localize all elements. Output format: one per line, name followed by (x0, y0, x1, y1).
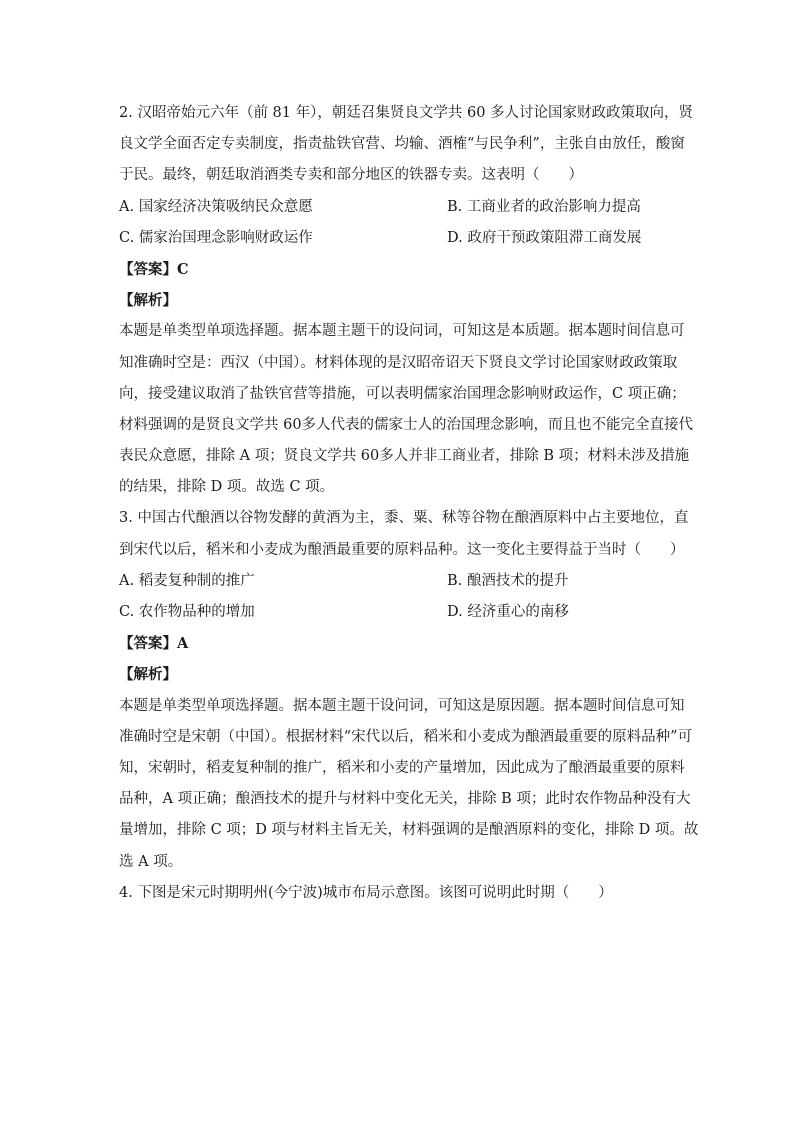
q3-analysis-line-6: 选 A 项。 (119, 853, 183, 870)
q3-analysis-line-5: 量增加，排除 C 项；D 项与材料主旨无关，材料强调的是酿酒原料的变化，排除 D 项。故 (119, 822, 699, 839)
q2-analysis-line-5: 表民众意愿，排除 A 项；贤良文学共 60多人并非工商业者，排除 B 项；材料未涉及措施 (119, 448, 690, 465)
q2-analysis-line-6: 的结果，排除 D 项。故选 C 项。 (119, 479, 335, 496)
document-page (119, 98, 699, 909)
q2-options-row-1 (119, 192, 675, 223)
q3-analysis-line-1: 本题是单类型单项选择题。据本题主题干设问词，可知这是原因题。据本题时间信息可知 (119, 697, 685, 714)
q2-analysis-line-3: 向，接受建议取消了盐铁官营等措施，可以表明儒家治国理念影响财政运作，C 项正确； (119, 385, 686, 402)
q2-stem-line-1: 2. 汉昭帝始元六年（前 81 年），朝廷召集贤良文学共 60 多人讨论国家财政政策取向，贤 (119, 105, 694, 121)
q2-option-d: D. 政府干预政策阻滞工商发展 (447, 229, 642, 246)
q3-option-d: D. 经济重心的南移 (447, 604, 569, 620)
q2-options-row-2 (119, 223, 675, 254)
q2-option-a: A. 国家经济决策吸纳民众意愿 (119, 198, 313, 215)
question-3 (119, 503, 699, 877)
q2-option-c: C. 儒家治国理念影响财政运作 (119, 229, 313, 246)
q4-stem-line-1: 4. 下图是宋元时期明州(今宁波)城市布局示意图。该图可说明此时期（ ） (119, 884, 613, 901)
q2-analysis-line-1: 本题是单类型单项选择题。据本题主题干的设问词，可知这是本质题。据本题时间信息可 (119, 323, 685, 340)
q2-stem-line-2: 良文学全面否定专卖制度，指责盐铁官营、均输、酒榷“与民争利”，主张自由放任，酸窗 (119, 136, 685, 153)
q2-option-b: B. 工商业者的政治影响力提高 (447, 198, 641, 215)
q3-option-b: B. 酿酒技术的提升 (447, 572, 569, 589)
q3-option-a: A. 稻麦复种制的推广 (119, 572, 255, 589)
q3-analysis-line-3: 知，宋朝时，稻麦复种制的推广，稻米和小麦的产量增加，因此成为了酿酒最重要的原料 (119, 759, 685, 776)
q3-options-row-2 (119, 597, 675, 628)
question-2 (119, 98, 694, 503)
q2-analysis-line-4: 材料强调的是贤良文学共 60多人代表的儒家士人的治国理念影响，而且也不能完全直接代 (119, 416, 694, 433)
question-4 (119, 878, 675, 909)
q3-answer: 【答案】A (119, 635, 189, 653)
q3-analysis-line-2: 准确时空是宋朝（中国）。根据材料“宋代以后，稻米和小麦成为酿酒最重要的原料品种”可 (119, 728, 693, 745)
q2-analysis-label: 【解析】 (119, 292, 177, 310)
q3-analysis-line-4: 品种，A 项正确；酿酒技术的提升与材料中变化无关，排除 B 项；此时农作物品种没有大 (119, 791, 691, 808)
q2-stem-line-3: 于民。最终，朝廷取消酒类专卖和部分地区的铁器专卖。这表明（ ） (119, 167, 583, 184)
q3-analysis-label: 【解析】 (119, 666, 177, 684)
q3-options-row-1 (119, 566, 675, 597)
q3-stem-line-2: 到宋代以后，稻米和小麦成为酿酒最重要的原料品种。这一变化主要得益于当时（ ） (119, 541, 685, 558)
q2-answer: 【答案】C (119, 260, 189, 278)
q3-stem-line-1: 3. 中国古代酿酒以谷物发酵的黄酒为主，黍、粟、秫等谷物在酿酒原料中占主要地位，直 (119, 510, 689, 527)
q2-analysis-line-2: 知准确时空是：西汉（中国）。材料体现的是汉昭帝诏天下贤良文学讨论国家财政政策取 (119, 354, 678, 371)
q3-option-c: C. 农作物品种的增加 (119, 604, 255, 620)
